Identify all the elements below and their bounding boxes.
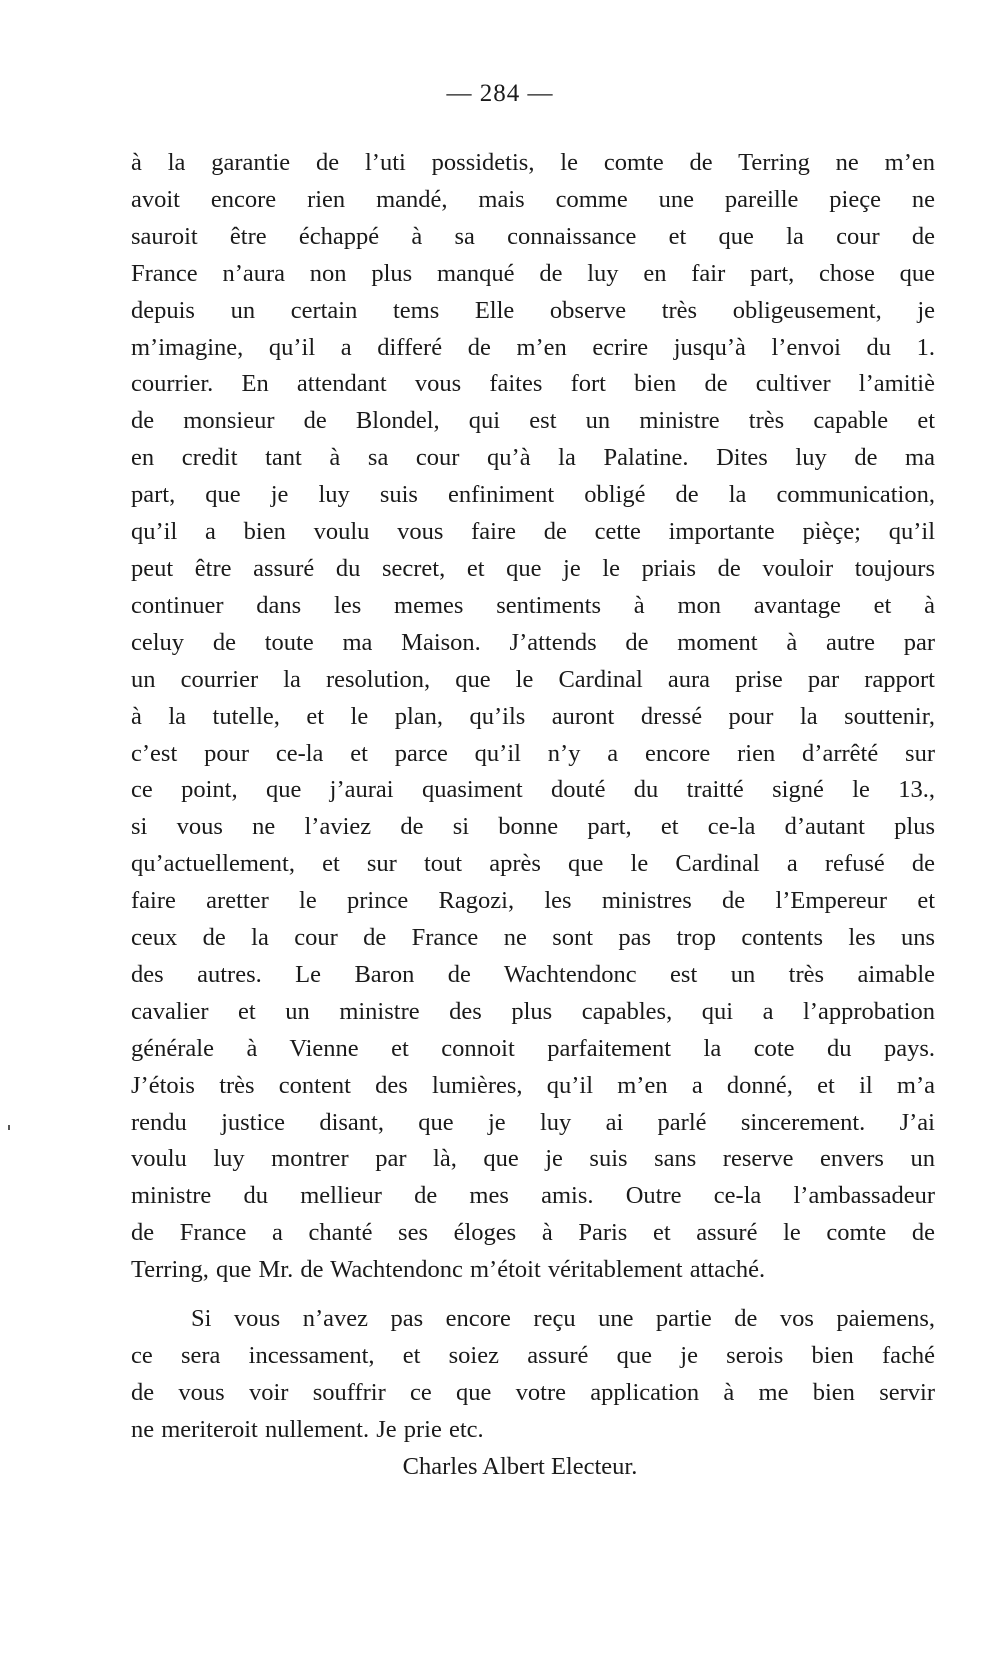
text-line: cavalier et un ministre des plus capables, qui a l’approbation [131,997,935,1025]
text-line: à la tutelle, et le plan, qu’ils auront dressé pour la souttenir, [131,702,935,730]
text-line: de France a chanté ses éloges à Paris et assuré le comte de [131,1219,935,1247]
text-line: c’est pour ce-la et parce qu’il n’y a encore rien d’arrêté sur [131,739,935,767]
text-line: avoit encore rien mandé, mais comme une pareille pieçe ne [131,185,935,213]
scan-speck [8,1125,10,1130]
paragraph-1 [131,145,935,1289]
text-line: si vous ne l’aviez de si bonne part, et ce-la d’autant plus [131,813,935,841]
text-line: sauroit être échappé à sa connaissance et que la cour de [131,222,935,250]
signature: Charles Albert Electeur. [402,1453,638,1480]
text-line: m’imagine, qu’il a differé de m’en ecrire jusqu’à l’envoi du 1. [131,333,935,361]
text-line: ne meriteroit nullement. Je prie etc. [131,1415,484,1443]
text-line: de monsieur de Blondel, qui est un ministre très capable et [131,407,935,435]
text-line: voulu luy montrer par là, que je suis sans reserve envers un [131,1145,935,1173]
text-line: qu’il a bien voulu vous faire de cette importante pièçe; qu’il [131,518,935,546]
text-line: faire aretter le prince Ragozi, les ministres de l’Empereur et [131,887,935,915]
text-line: J’étois très content des lumières, qu’il m’en a donné, et il m’a [131,1071,935,1099]
text-line: qu’actuellement, et sur tout après que le Cardinal a refusé de [131,850,935,878]
text-line: ceux de la cour de France ne sont pas trop contents les uns [131,924,935,952]
text-line: à la garantie de l’uti possidetis, le comte de Terring ne m’en [131,149,935,176]
text-line: Terring, que Mr. de Wachtendonc m’étoit véritablement attaché. [131,1256,766,1284]
page-number: — 284 — [446,80,554,107]
paragraph-2 [131,1301,935,1449]
text-line: continuer dans les memes sentiments à mon avantage et à [131,591,935,619]
text-line: depuis un certain tems Elle observe très obligeusement, je [131,296,935,324]
text-line: courrier. En attendant vous faites fort bien de cultiver l’amitiè [131,370,935,398]
text-line: rendu justice disant, que je luy ai parlé sincerement. J’ai [131,1108,935,1136]
text-line: ce sera incessament, et soiez assuré que je serois bien faché [131,1342,935,1369]
text-line: Si vous n’avez pas encore reçu une partie de vos paiemens, [191,1305,935,1333]
text-line: peut être assuré du secret, et que je le priais de vouloir toujours [131,554,935,582]
letter-body [131,145,935,1449]
text-line: part, que je luy suis enfiniment obligé de la communication, [131,481,935,509]
text-line: ministre du mellieur de mes amis. Outre ce-la l’ambassadeur [131,1182,935,1210]
text-line: France n’aura non plus manqué de luy en fair part, chose que [131,259,935,287]
text-line: générale à Vienne et connoit parfaitement la cote du pays. [131,1034,935,1062]
text-line: un courrier la resolution, que le Cardinal aura prise par rapport [131,665,935,693]
text-line: des autres. Le Baron de Wachtendonc est un très aimable [131,960,935,988]
text-line: en credit tant à sa cour qu’à la Palatine. Dites luy de ma [131,444,935,472]
text-line: celuy de toute ma Maison. J’attends de moment à autre par [131,628,935,656]
text-line: ce point, que j’aurai quasiment douté du traitté signé le 13., [131,776,935,804]
text-line: de vous voir souffrir ce que votre application à me bien servir [131,1378,935,1406]
paragraph-gap [131,1289,935,1301]
